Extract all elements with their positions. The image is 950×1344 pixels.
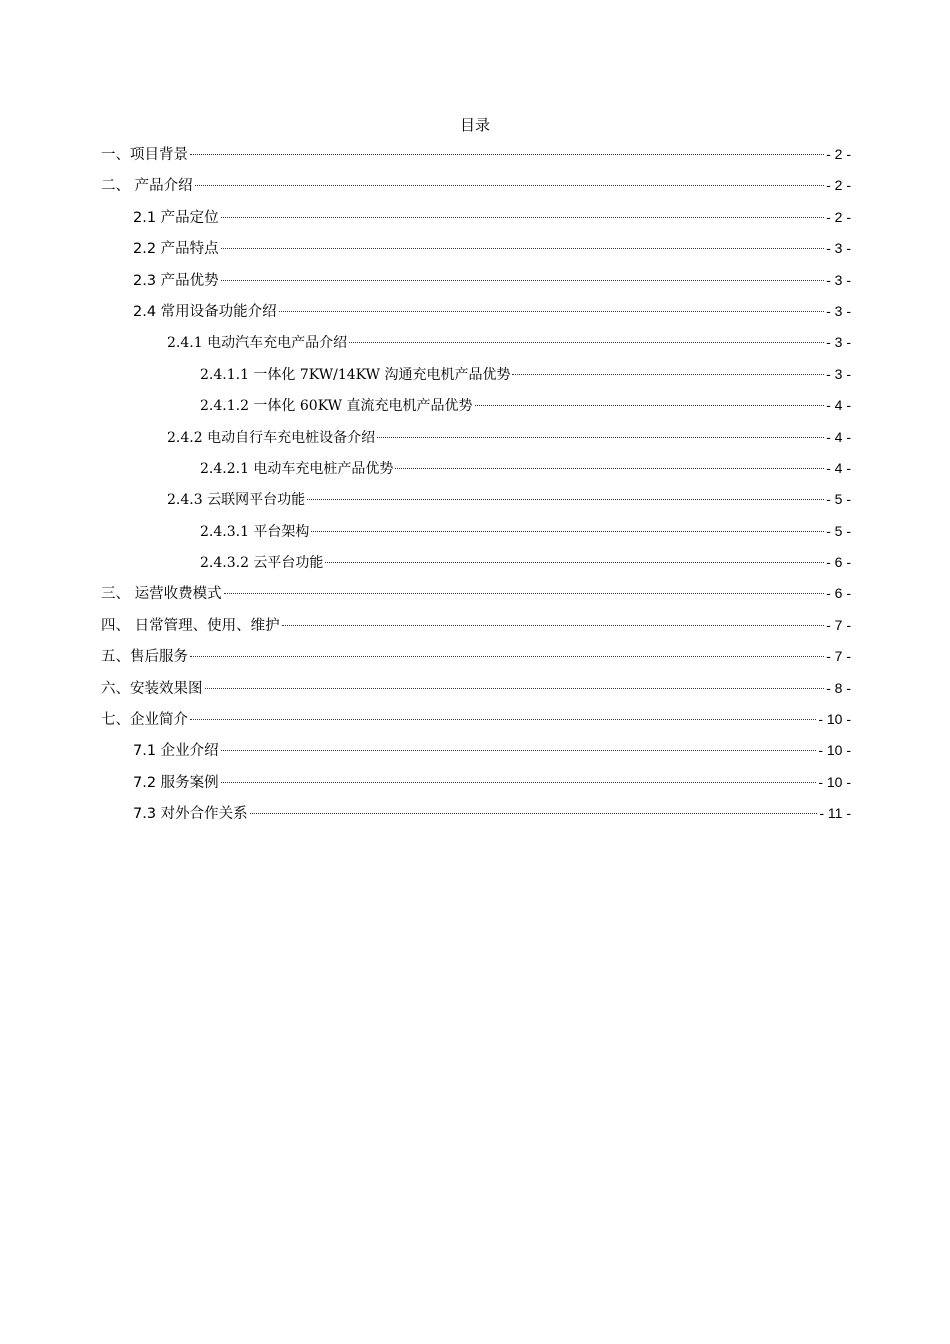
toc-leader-dots [221,750,817,751]
toc-entry-2-2[interactable] [101,236,851,267]
toc-page-number: - 3 - [826,365,851,382]
toc-entry-project-background[interactable] [101,142,851,173]
toc-leader-dots [221,280,824,281]
toc-entry-text: 七、企业简介 [101,712,188,729]
toc-entry-text: 2.4.1 电动汽车充电产品介绍 [167,335,348,352]
toc-page-number: - 10 - [818,742,851,759]
toc-page-number: - 6 - [826,554,851,571]
toc-leader-dots [307,499,824,500]
toc-leader-dots [282,625,825,626]
toc-leader-dots [190,719,816,720]
toc-entry-after-sales[interactable] [101,644,851,675]
toc-leader-dots [205,688,825,689]
toc-page-number: - 3 - [826,302,851,319]
toc-page-number: - 6 - [826,585,851,602]
toc-page-number: - 4 - [826,397,851,414]
toc-leader-dots [224,593,825,594]
toc-page-number: - 3 - [826,334,851,351]
toc-leader-dots [221,248,824,249]
toc-entry-text: 四、 日常管理、使用、维护 [101,617,280,634]
toc-entry-product-intro[interactable] [101,173,851,204]
toc-entry-2-4-2-1[interactable] [101,456,851,487]
toc-entry-2-4-3-1[interactable] [101,519,851,550]
toc-entry-text: 2.4.2.1 电动车充电桩产品优势 [200,460,394,477]
toc-leader-dots [512,374,824,375]
toc-page-number: - 10 - [818,773,851,790]
toc-page-number: - 8 - [826,679,851,696]
toc-entry-text: 三、 运营收费模式 [101,586,222,603]
toc-page-number: - 3 - [826,271,851,288]
toc-page-number: - 5 - [826,491,851,508]
toc-entry-text: 二、 产品介绍 [101,178,193,195]
toc-page-number: - 2 - [826,146,851,162]
toc-leader-dots [395,468,824,469]
toc-entry-text: 2.4 常用设备功能介绍 [133,303,277,320]
toc-page-number: - 4 - [826,459,851,476]
toc-entry-text: 2.4.1.1 一体化 7KW/14KW 沟通充电机产品优势 [200,366,511,383]
toc-page-number: - 4 - [826,428,851,445]
toc-leader-dots [311,531,824,532]
toc-entry-text: 六、安装效果图 [101,680,203,697]
toc-entry-text: 五、售后服务 [101,649,188,666]
toc-entry-text: 2.4.3.1 平台架构 [200,523,310,540]
toc-leader-dots [349,342,824,343]
toc-page-number: - 2 - [826,177,851,194]
toc-entry-2-4-2[interactable] [101,425,851,456]
toc-page-number: - 7 - [826,648,851,665]
toc-entry-text: 2.4.2 电动自行车充电桩设备介绍 [167,429,376,446]
toc-entry-2-4-3-2[interactable] [101,550,851,581]
toc-entry-text: 2.3 产品优势 [133,272,219,289]
toc-entry-operation-fee-model[interactable] [101,581,851,612]
toc-entry-company-profile[interactable] [101,707,851,738]
toc-leader-dots [190,154,824,155]
toc-entry-2-4[interactable] [101,299,851,330]
toc-entry-2-4-1-1[interactable] [101,362,851,393]
toc-entry-7-1[interactable] [101,738,851,769]
toc-entry-text: 7.2 服务案例 [133,774,219,791]
toc-leader-dots [250,813,818,814]
toc-entry-text: 7.3 对外合作关系 [133,806,248,823]
toc-page-number: - 5 - [826,522,851,539]
toc-page-number: - 2 - [826,208,851,225]
toc-leader-dots [377,437,824,438]
toc-leader-dots [279,311,824,312]
toc-leader-dots [190,656,824,657]
toc-page-number: - 11 - [819,805,851,822]
toc-leader-dots [475,405,825,406]
toc-entry-text: 2.4.1.2 一体化 60KW 直流充电机产品优势 [200,398,473,415]
toc-title: 目录 [459,116,490,134]
toc-entry-daily-management[interactable] [101,613,851,644]
toc-entry-installation-photos[interactable] [101,676,851,707]
toc-leader-dots [325,562,824,563]
toc-entry-2-4-1-2[interactable] [101,393,851,424]
toc-entry-text: 2.2 产品特点 [133,241,219,258]
toc-entry-text: 一、项目背景 [101,147,188,163]
table-of-contents [101,142,851,833]
toc-leader-dots [195,185,825,186]
toc-leader-dots [221,217,824,218]
toc-page-number: - 10 - [818,711,851,728]
toc-entry-text: 2.4.3.2 云平台功能 [200,555,324,572]
toc-entry-7-3[interactable] [101,801,851,832]
toc-entry-7-2[interactable] [101,770,851,801]
toc-page-number: - 3 - [826,240,851,257]
toc-entry-2-1[interactable] [101,205,851,236]
toc-entry-2-4-3[interactable] [101,487,851,518]
toc-entry-2-3[interactable] [101,268,851,299]
toc-entry-text: 2.4.3 云联网平台功能 [167,492,306,509]
toc-leader-dots [221,782,817,783]
toc-entry-text: 2.1 产品定位 [133,209,219,226]
toc-page-number: - 7 - [826,616,851,633]
toc-entry-text: 7.1 企业介绍 [133,743,219,760]
toc-entry-2-4-1[interactable] [101,330,851,361]
